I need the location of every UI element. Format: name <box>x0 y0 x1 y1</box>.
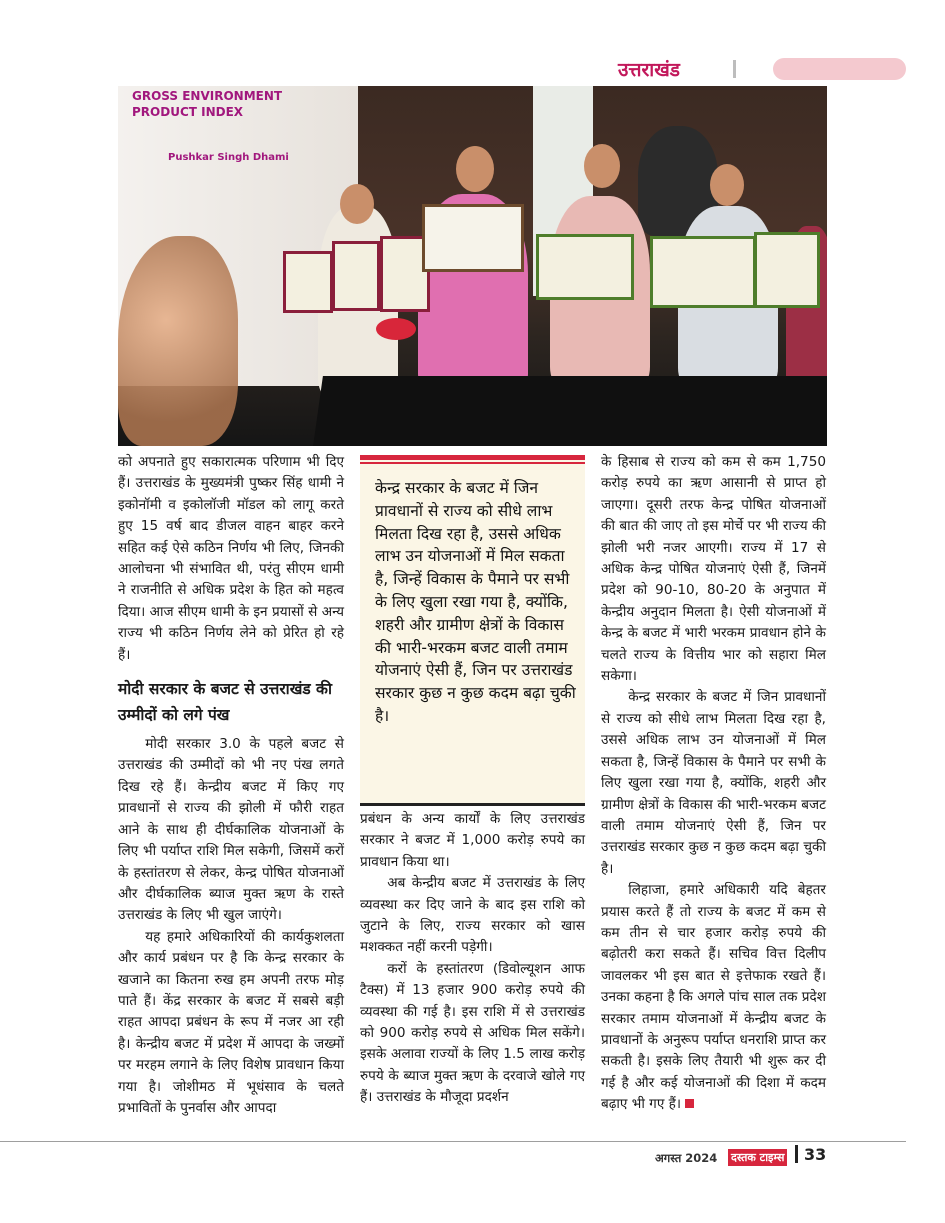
col1-paragraph-1: को अपनाते हुए सकारात्मक परिणाम भी दिए हैं। उत्तराखंड के मुख्यमंत्री पुष्कर सिंह धामी ने इकोनॉमी व इकोलॉजी मॉडल को लागू करते हुए 15 वर्ष बाद डीजल वाहन बाहर करने सहित कई ऐसे कठिन निर्णय भी लिए, जिनकी आलोचना भी संभावित थी, परंतु सीएम धामी ने राजनीति से अधिक प्रदेश के हित को महत्व दिया। आज सीएम धामी के इन प्रयासों से अन्य राज्य भी कठिन निर्णय लेने को प्रेरित हो रहे हैं। <box>118 454 344 663</box>
col3-paragraph-2: केन्द्र सरकार के बजट में जिन प्रावधानों से राज्य को सीधे लाभ मिलता दिख रहा है, उससे अधिक लाभ उन योजनाओं में मिल सकता है, जिन्हें विकास के पैमाने पर सभी के लिए खुला रखा गया है, क्योंकि, शहरी और ग्रामीण क्षेत्रों के विकास की भारी-भरकम बजट वाली तमाम योजनाएं ऐसी हैं, जिन पर उत्तराखंड सरकार कुछ न कुछ कदम बढ़ा चुकी है। <box>601 689 826 877</box>
pull-quote-top-rule-thin <box>360 462 585 464</box>
photo-person-head <box>340 184 374 224</box>
col3-paragraph-1: के हिसाब से राज्य को कम से कम 1,750 करोड़ रुपये का ऋण आसानी से प्राप्त हो जाएगा। दूसरी तरफ केन्द्र पोषित योजनाओं की बात की जाए तो इस मोर्चे पर भी राज्य की झोली भरी नजर आएगी। राज्य में 17 से अधिक केन्द्र पोषित योजनाएं ऐसी हैं, जिनमें प्रदेश को 90-10, 80-20 के अनुपात में केन्द्रीय अनुदान मिलता है। ऐसी योजनाओं में केन्द्र के बजट में भारी भरकम प्रावधान होने के चलते राज्य के वित्तीय भार को सहारा मिल सकेगा। <box>601 454 826 685</box>
photo-certificate <box>650 236 756 308</box>
pull-quote-top-rule <box>360 455 585 460</box>
photo-flower-bouquet <box>376 318 416 340</box>
photo-certificate <box>332 241 380 311</box>
pull-quote-box <box>360 455 585 806</box>
col2-paragraph-3: करों के हस्तांतरण (डिवोल्यूशन आफ टैक्स) में 13 हजार 900 करोड़ रुपये की व्यवस्था की गई है। इस राशि में से उत्तराखंड को 900 करोड़ रुपये से अधिक मिल सकेंगे। इसके अलावा राज्यों के लिए 1.5 लाख करोड़ रुपये के ब्याज मुक्त ऋण के दरवाजे खोले गए हैं। उत्तराखंड के मौजूदा प्रदर्शन <box>360 960 585 1106</box>
footer-rule <box>0 1141 906 1142</box>
col2-paragraph-1: प्रबंधन के अन्य कार्यों के लिए उत्तराखंड सरकार ने बजट में 1,000 करोड़ रुपये का प्रावधान किया था। <box>360 811 585 870</box>
col2-paragraph-2: अब केन्द्रीय बजट में उत्तराखंड के लिए व्यवस्था कर दिए जाने के बाद इस राशि को जुटाने के लिए, राज्य सरकार को खास मशक्कत नहीं करनी पड़ेगी। <box>360 875 585 956</box>
column-1 <box>118 452 344 1119</box>
section-label: उत्तराखंड <box>618 59 680 81</box>
header-separator <box>733 60 736 78</box>
photo-person-head <box>456 146 494 192</box>
pull-quote-text: केन्द्र सरकार के बजट में जिन प्रावधानों से राज्य को सीधे लाभ मिलता दिख रहा है, उससे अधिक लाभ उन योजनाओं में मिल सकता है, जिन्हें विकास के पैमाने पर सभी के लिए खुला रखा गया है, क्योंकि, शहरी और ग्रामीण क्षेत्रों के विकास की भारी-भरकम बजट वाली तमाम योजनाएं ऐसी हैं, जिन पर उत्तराखंड सरकार कुछ न कुछ कदम बढ़ा चुकी है। <box>375 479 576 725</box>
photo-person-head <box>584 144 620 188</box>
footer-separator <box>795 1145 798 1163</box>
photo-banner-name: Pushkar Singh Dhami <box>168 152 289 163</box>
event-photo <box>118 86 827 446</box>
footer-brand-logo: दस्तक टाइम्स <box>728 1149 787 1166</box>
header-pill-decoration <box>773 58 906 80</box>
col1-paragraph-2: मोदी सरकार 3.0 के पहले बजट से उत्तराखंड की उम्मीदों को भी नए पंख लगते दिख रहे हैं। केन्द्रीय बजट में किए गए प्रावधानों से राज्य की झोली में फौरी राहत आने के साथ ही दीर्घकालिक योजनाओं के लिए भी पर्याप्त राशि मिल सकेगी, जिसमें करों के हस्तांतरण से लेकर, केन्द्र पोषित योजनाओं और दीर्घकालिक ब्याज मुक्त ऋण के रास्ते उत्तराखंड के लिए भी खुल जाएंगे। <box>118 736 344 924</box>
photo-certificate <box>536 234 634 300</box>
col1-subheading: मोदी सरकार के बजट से उत्तराखंड की उम्मीदों को लगे पंख <box>118 680 332 725</box>
photo-banner-title: GROSS ENVIRONMENT PRODUCT INDEX <box>132 89 283 119</box>
pull-quote-bottom-rule <box>360 803 585 806</box>
photo-certificate <box>422 204 524 272</box>
photo-certificate <box>283 251 333 313</box>
column-2 <box>360 809 585 1109</box>
photo-foreground-hand <box>118 236 238 446</box>
col3-paragraph-3-wrap <box>601 880 826 1115</box>
photo-certificate <box>754 232 820 308</box>
col1-paragraph-3: यह हमारे अधिकारियों की कार्यकुशलता और कार्य प्रबंधन पर है कि केन्द्र सरकार के खजाने का कितना रुख हम अपनी तरफ मोड़ पाते हैं। केंद्र सरकार के बजट में सबसे बड़ी राहत आपदा प्रबंधन के रूप में नजर आ रही है। केन्द्रीय बजट में प्रदेश में आपदा के जख्मों पर मरहम लगाने के लिए विशेष प्रावधान किया गया है। जोशीमठ में भूधंसाव के चलते प्रभावितों के पुनर्वास और आपदा <box>118 928 344 1116</box>
article-end-mark <box>685 1099 694 1108</box>
footer-date: अगस्त 2024 <box>655 1151 718 1165</box>
page-number: 33 <box>804 1145 827 1164</box>
photo-table <box>313 376 827 446</box>
photo-person-head <box>710 164 744 206</box>
col3-paragraph-3: लिहाजा, हमारे अधिकारी यदि बेहतर प्रयास करते हैं तो राज्य के बजट में कम से कम तीन से चार हजार करोड़ रुपये की बढ़ोतरी करा सकते हैं। सचिव वित्त दिलीप जावलकर भी इस बात से इत्तेफाक रखते हैं। उनका कहना है कि अगले पांच साल तक प्रदेश सरकार तमाम योजनाओं में केन्द्रीय बजट के प्रावधानों के अनुरूप पर्याप्त धनराशि प्राप्त कर सकती है। इसके लिए तैयारी भी शुरू कर दी गई है और कई योजनाओं की दिशा में कदम बढ़ाए भी गए हैं। <box>601 882 826 1113</box>
column-3 <box>601 452 826 1116</box>
